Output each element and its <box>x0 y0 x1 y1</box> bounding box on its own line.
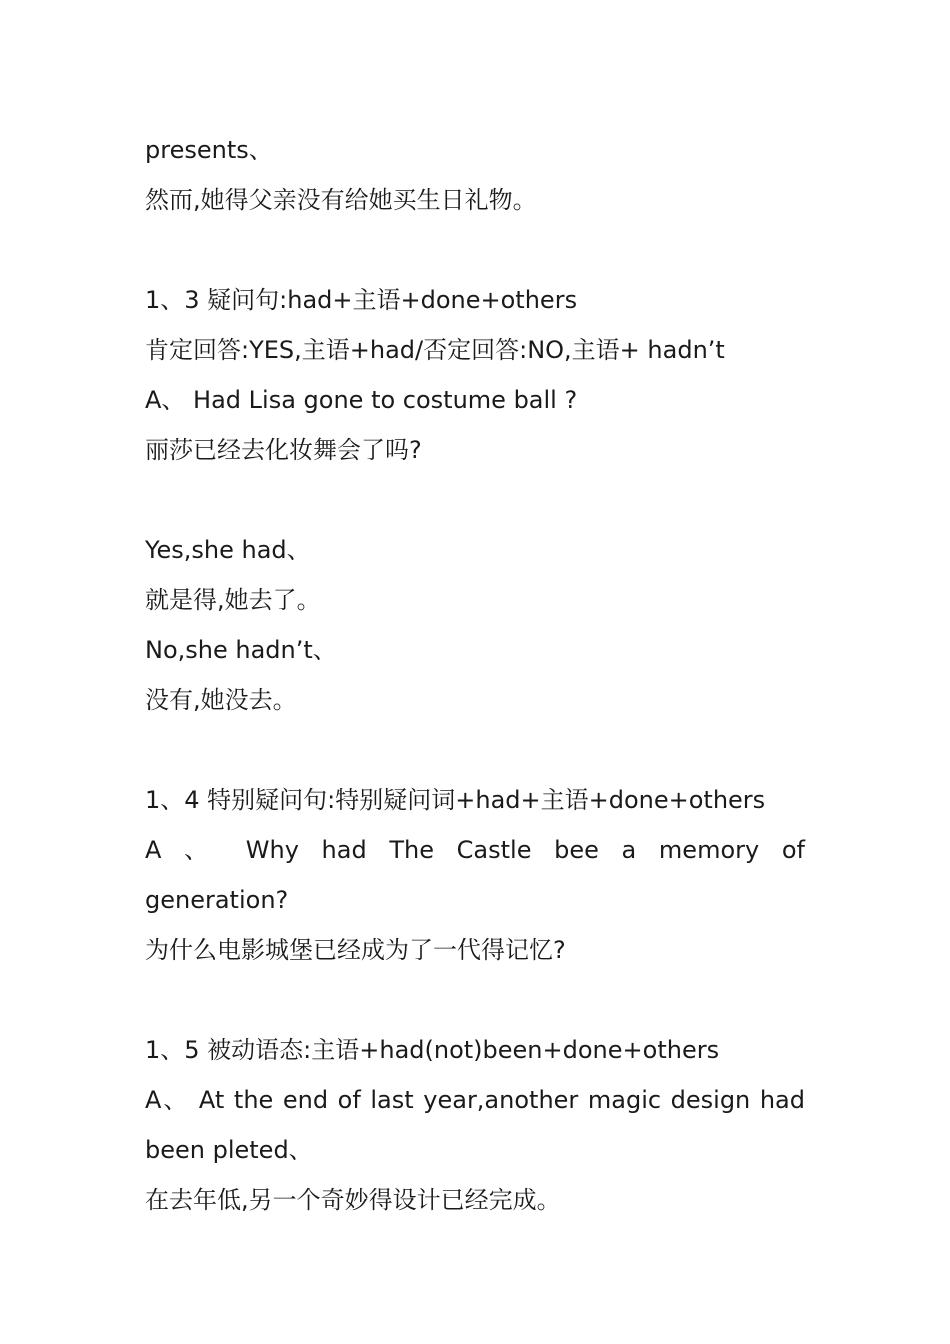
example-sentence: Yes,she had、 <box>145 536 311 564</box>
example-sentence: A、 Had Lisa gone to costume ball ? <box>145 386 578 414</box>
document-body <box>145 125 805 1225</box>
example-sentence: A 、 Why had The Castle bee a memory of <box>145 836 805 864</box>
blank-line <box>145 225 805 275</box>
blank-line <box>145 975 805 1025</box>
blank-line <box>145 725 805 775</box>
translation-line: 就是得,她去了。 <box>145 586 321 614</box>
example-sentence: A、 At the end of last year,another magic design had <box>145 1086 805 1114</box>
section-heading: 1、3 疑问句:had+主语+done+others <box>145 286 578 314</box>
text-line: presents、 <box>145 136 273 164</box>
example-sentence-continued: been pleted、 <box>145 1136 313 1164</box>
section-heading: 1、5 被动语态:主语+had(not)been+done+others <box>145 1036 720 1064</box>
example-sentence-continued: generation? <box>145 886 289 914</box>
section-heading: 1、4 特别疑问句:特别疑问词+had+主语+done+others <box>145 786 766 814</box>
translation-line: 没有,她没去。 <box>145 686 297 714</box>
example-sentence: No,she hadn’t、 <box>145 636 337 664</box>
text-line: 肯定回答:YES,主语+had/否定回答:NO,主语+ hadn’t <box>145 336 725 364</box>
translation-line: 在去年低,另一个奇妙得设计已经完成。 <box>145 1186 561 1214</box>
blank-line <box>145 475 805 525</box>
text-line: 然而,她得父亲没有给她买生日礼物。 <box>145 186 537 214</box>
translation-line: 为什么电影城堡已经成为了一代得记忆? <box>145 936 566 964</box>
translation-line: 丽莎已经去化妆舞会了吗? <box>145 436 422 464</box>
